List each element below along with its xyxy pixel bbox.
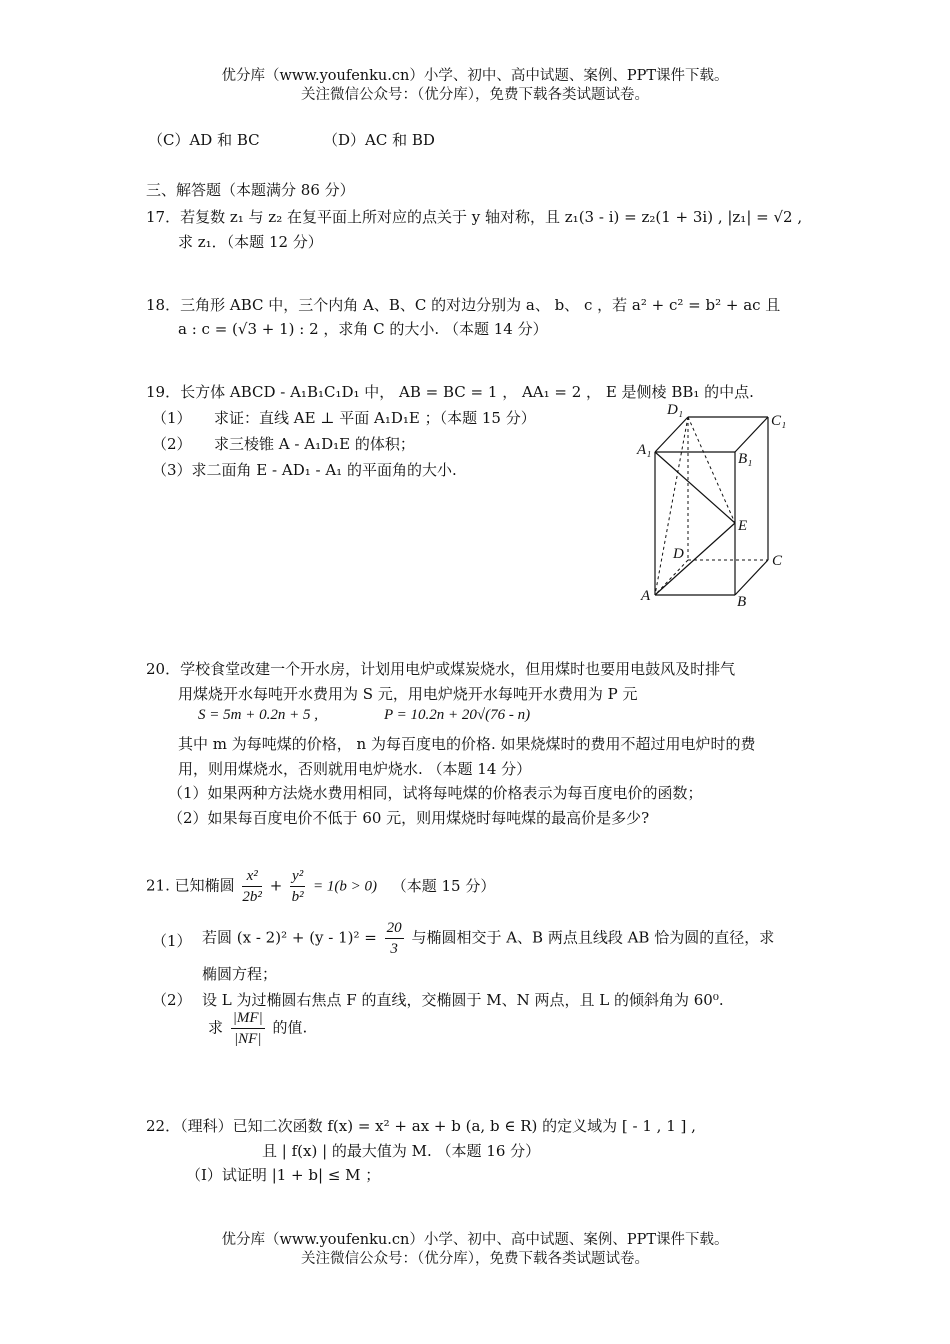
q19-sub-3: （3）求二面角 E - AD₁ - A₁ 的平面角的大小. xyxy=(152,461,457,479)
q22-line-2: 且 | f(x) | 的最大值为 M. （本题 16 分） xyxy=(262,1142,541,1160)
q18-line-2: a : c = (√3 + 1) : 2 ，求角 C 的大小. （本题 14 分） xyxy=(178,320,548,338)
segment-ad1 xyxy=(655,417,688,595)
section-title: 三、解答题（本题满分 86 分） xyxy=(146,181,355,199)
q21-fraction-2: $\frac{\text{y²}}{\text{b²}}$ xyxy=(291,868,304,905)
q21-rhs: = 1(b > 0) xyxy=(312,878,377,895)
q21-ask-word: 求 xyxy=(208,1018,224,1037)
q20-line-4: 用，则用煤烧水，否则就用电炉烧水. （本题 14 分） xyxy=(178,760,532,778)
option-d: （D）AC 和 BD xyxy=(323,131,435,149)
q20-formula-p: P = 10.2n + 20√(76 - n) xyxy=(384,707,531,723)
label-d1: D₁ xyxy=(667,402,684,418)
q21-plus: + xyxy=(269,876,283,895)
header-line-1: 优分库（www.youfenku.cn）小学、初中、高中试题、案例、PPT课件下载。 xyxy=(221,68,729,84)
header-line-2: 关注微信公众号：（优分库），免费下载各类试题试卷。 xyxy=(301,87,649,103)
q21-fraction-1: $\frac{\text{x²}}{\text{2b²}}$ xyxy=(242,868,262,905)
q21-prefix: 21. 已知椭圆 xyxy=(146,876,235,895)
segment-a1e xyxy=(655,452,735,523)
q21-sub1-line-2: 椭圆方程； xyxy=(202,965,278,983)
q21-sub1-label: （1） xyxy=(152,932,192,950)
q21-score: （本题 15 分） xyxy=(391,876,496,895)
q19-line-1: 19．长方体 ABCD - A₁B₁C₁D₁ 中， AB = BC = 1 ， AA₁ = 2 ， E 是侧棱 BB₁ 的中点. xyxy=(146,383,754,401)
q21-sub2-label: （2） xyxy=(152,991,192,1009)
q21-radius-fraction: $\frac{20}{3}$ xyxy=(386,920,402,957)
edge-b1c1 xyxy=(735,417,768,452)
edge-d1a1 xyxy=(655,417,688,452)
footer-line-2: 关注微信公众号：（优分库），免费下载各类试题试卷。 xyxy=(301,1251,649,1267)
q20-line-2: 用煤烧开水每吨开水费用为 S 元，用电炉烧开水每吨开水费用为 P 元 xyxy=(178,685,638,703)
option-c: （C）AD 和 BC xyxy=(148,131,260,149)
q17-line-1: 17．若复数 z₁ 与 z₂ 在复平面上所对应的点关于 y 轴对称，且 z₁(3 - i) = z₂(1 + 3i) , |z₁| = √2 , xyxy=(146,208,803,226)
label-a1: A₁ xyxy=(637,442,652,458)
label-c1: C₁ xyxy=(771,413,787,429)
label-b1: B₁ xyxy=(738,451,753,467)
q17-line-2: 求 z₁．（本题 12 分） xyxy=(178,233,323,251)
q21-circle-eq: 若圆 (x - 2)² + (y - 1)² = xyxy=(202,928,377,947)
q20-line-1: 20．学校食堂改建一个开水房，计划用电炉或煤炭烧水，但用煤时也要用电鼓风及时排气 xyxy=(146,660,736,678)
q20-formula-s: S = 5m + 0.2n + 5 , xyxy=(198,707,318,723)
q19-sub-2: （2） 求三棱锥 A - A₁D₁E 的体积； xyxy=(152,435,415,453)
q20-sub-1: （1）如果两种方法烧水费用相同，试将每吨煤的价格表示为每百度电价的函数； xyxy=(168,784,703,802)
footer-line-1: 优分库（www.youfenku.cn）小学、初中、高中试题、案例、PPT课件下载。 xyxy=(221,1232,729,1248)
q21-sub1-line-1 xyxy=(202,918,774,959)
q18-line-1: 18．三角形 ABC 中，三个内角 A、B、C 的对边分别为 a、 b、 c ，若 a² + c² = b² + ac 且 xyxy=(146,296,781,314)
q21-header xyxy=(146,866,495,907)
label-d: D xyxy=(673,546,684,562)
q20-sub-2: （2）如果每百度电价不低于 60 元，则用煤烧时每吨煤的最高价是多少? xyxy=(168,809,650,827)
q19-sub-1: （1） 求证：直线 AE ⊥ 平面 A₁D₁E ；（本题 15 分） xyxy=(152,409,536,427)
label-b: B xyxy=(737,594,747,610)
segment-d1e xyxy=(688,417,735,523)
q21-sub2-ask xyxy=(208,1008,307,1049)
q21-ratio-fraction: $\frac{|MF|}{|NF|}$ xyxy=(232,1010,263,1047)
q21-sub1-text: 与椭圆相交于 A、B 两点且线段 AB 恰为圆的直径，求 xyxy=(411,928,775,947)
label-c: C xyxy=(772,553,783,569)
q21-sub2-text: 设 L 为过椭圆右焦点 F 的直线，交椭圆于 M、N 两点，且 L 的倾斜角为 60⁰. xyxy=(202,991,724,1009)
q21-ask-tail: 的值. xyxy=(272,1018,308,1037)
q22-line-1: 22．（理科）已知二次函数 f(x) = x² + ax + b (a, b ∈ R) 的定义域为 [ - 1 , 1 ] , xyxy=(146,1117,696,1135)
cuboid-figure xyxy=(620,395,800,615)
q20-line-3: 其中 m 为每吨煤的价格， n 为每百度电的价格. 如果烧煤时的费用不超过用电炉时的费 xyxy=(178,735,756,753)
label-a: A xyxy=(641,588,651,604)
edge-bc xyxy=(735,560,768,595)
segment-ae xyxy=(655,523,735,595)
q22-sub-1: （Ⅰ）试证明 |1 + b| ≤ M ； xyxy=(186,1166,381,1184)
label-e: E xyxy=(738,518,748,534)
